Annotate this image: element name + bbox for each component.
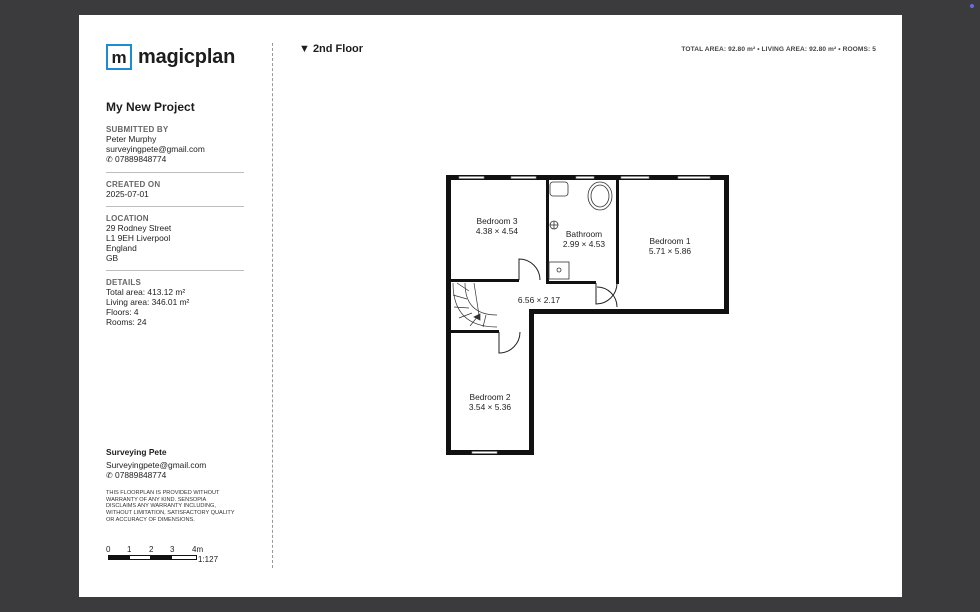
location-country: England bbox=[106, 243, 137, 253]
submitted-by-heading: SUBMITTED BY bbox=[106, 125, 169, 134]
room-name-bedroom-1: Bedroom 1 bbox=[649, 236, 691, 246]
interior-wall bbox=[546, 180, 549, 282]
details-floors: Floors: 4 bbox=[106, 307, 139, 317]
staircase bbox=[453, 283, 497, 327]
outer-wall bbox=[529, 309, 534, 455]
room-name-bedroom-3: Bedroom 3 bbox=[476, 216, 518, 226]
window-indicator-dot bbox=[970, 4, 974, 8]
phone-icon: ✆ bbox=[106, 471, 113, 480]
room-dims-bedroom-2: 3.54 × 5.36 bbox=[468, 402, 512, 412]
floor-summary: TOTAL AREA: 92.80 m² • LIVING AREA: 92.80 m² • ROOMS: 5 bbox=[681, 46, 876, 53]
door-swing bbox=[596, 283, 617, 304]
submitter-name: Peter Murphy bbox=[106, 134, 157, 144]
scale-tick-1: 1 bbox=[127, 545, 132, 554]
room-name-bathroom: Bathroom bbox=[565, 229, 603, 239]
bathtub-inner bbox=[591, 185, 609, 207]
window bbox=[678, 177, 710, 179]
window bbox=[576, 177, 594, 179]
room-dims-bathroom: 2.99 × 4.53 bbox=[562, 239, 606, 249]
scale-tick-4: 4m bbox=[192, 545, 204, 554]
logo-mark-icon: m bbox=[106, 44, 132, 70]
interior-wall bbox=[546, 281, 596, 284]
owner-name: Surveying Pete bbox=[106, 447, 167, 457]
details-rooms: Rooms: 24 bbox=[106, 317, 147, 327]
interior-wall bbox=[451, 279, 519, 282]
phone-icon: ✆ bbox=[106, 155, 113, 164]
shower-drain bbox=[557, 268, 561, 272]
room-dims-bedroom-1: 5.71 × 5.86 bbox=[648, 246, 692, 256]
details-total-area: Total area: 413.12 m² bbox=[106, 287, 186, 297]
interior-wall bbox=[616, 180, 619, 284]
room-dims-landing: 6.56 × 2.17 bbox=[517, 295, 561, 305]
location-code: GB bbox=[106, 253, 119, 263]
window bbox=[472, 452, 497, 454]
window bbox=[459, 177, 484, 179]
scale-tick-0: 0 bbox=[106, 545, 111, 554]
floor-selector[interactable]: ▼ 2nd Floor bbox=[299, 43, 364, 55]
room-dims-bedroom-3: 4.38 × 4.54 bbox=[475, 226, 519, 236]
outer-wall bbox=[446, 175, 451, 455]
project-title: My New Project bbox=[106, 100, 195, 114]
submitter-phone: 07889848774 bbox=[115, 154, 167, 164]
scale-tick-3: 3 bbox=[170, 545, 175, 554]
disclaimer: THIS FLOORPLAN IS PROVIDED WITHOUT WARRANTY OF ANY KIND. SENSOPIA DISCLAIMS ANY WARRANTY INCLUDING, WITHOUT LIMITATION, SATISFACTORY QUALITY OR ACCURACY OF DIMENSIONS. bbox=[106, 490, 235, 523]
details-living-area: Living area: 346.01 m² bbox=[106, 297, 190, 307]
location-heading: LOCATION bbox=[106, 214, 149, 223]
details-heading: DETAILS bbox=[106, 278, 142, 287]
interior-wall bbox=[451, 330, 499, 333]
window bbox=[621, 177, 649, 179]
owner-phone: 07889848774 bbox=[115, 470, 167, 480]
created-on-heading: CREATED ON bbox=[106, 180, 161, 189]
door-swing bbox=[519, 259, 540, 280]
owner-email: Surveyingpete@gmail.com bbox=[106, 460, 207, 470]
window bbox=[511, 177, 536, 179]
location-city: L1 9EH Liverpool bbox=[106, 233, 171, 243]
shower bbox=[549, 262, 569, 279]
door-swing bbox=[499, 332, 520, 353]
bathtub bbox=[588, 182, 612, 210]
location-street: 29 Rodney Street bbox=[106, 223, 172, 233]
floor-plan-drawing bbox=[79, 15, 902, 597]
created-on-date: 2025-07-01 bbox=[106, 189, 149, 199]
room-name-bedroom-2: Bedroom 2 bbox=[469, 392, 511, 402]
sink bbox=[550, 182, 568, 196]
outer-wall bbox=[724, 175, 729, 314]
floorplan-page bbox=[79, 15, 902, 597]
scale-ratio: 1:127 bbox=[198, 555, 219, 564]
outer-wall bbox=[529, 309, 729, 314]
submitter-email: surveyingpete@gmail.com bbox=[106, 144, 205, 154]
scale-tick-2: 2 bbox=[149, 545, 154, 554]
logo-text: magicplan bbox=[138, 45, 236, 68]
